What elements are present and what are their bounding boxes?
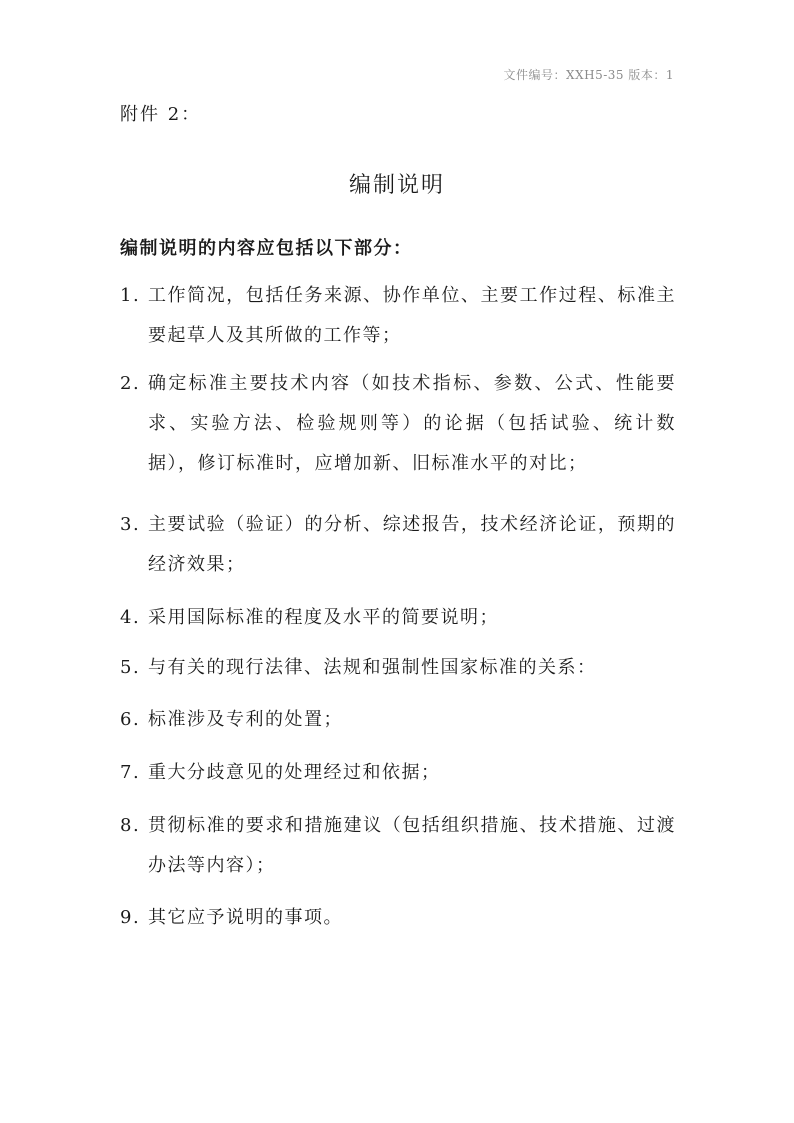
list-item-text: 标准涉及专利的处置；	[148, 709, 343, 730]
list-item-text: 工作简况，包括任务来源、协作单位、主要工作过程、标准主要起草人及其所做的工作等；	[148, 285, 676, 346]
list-item-number: 9.	[120, 907, 141, 928]
list-item	[120, 505, 676, 585]
list-item-text: 采用国际标准的程度及水平的简要说明；	[148, 607, 499, 628]
list-item	[120, 276, 676, 356]
list-item	[120, 806, 676, 886]
list-item	[120, 648, 676, 688]
list-item-number: 2.	[120, 373, 141, 394]
list-item-text: 重大分歧意见的处理经过和依据；	[148, 762, 441, 783]
intro-heading: 编制说明的内容应包括以下部分：	[120, 238, 413, 259]
list-item	[120, 364, 676, 484]
list-item-number: 5.	[120, 657, 141, 678]
list-item-number: 8.	[120, 815, 141, 836]
document-id: 文件编号：XXH5-35 版本：1	[503, 68, 674, 82]
list-item-number: 1.	[120, 285, 141, 306]
page-title: 编制说明	[348, 173, 445, 198]
list-item-text: 其它应予说明的事项。	[148, 907, 343, 928]
list-item-text: 主要试验（验证）的分析、综述报告，技术经济论证，预期的经济效果；	[148, 514, 676, 575]
list-item	[120, 598, 676, 638]
list-item-number: 6.	[120, 709, 141, 730]
list-item-text: 确定标准主要技术内容（如技术指标、参数、公式、性能要求、实验方法、检验规则等）的论据（包括试验、统计数据），修订标准时，应增加新、旧标准水平的对比；	[148, 373, 676, 474]
list-item-text: 贯彻标准的要求和措施建议（包括组织措施、技术措施、过渡办法等内容）；	[148, 815, 676, 876]
list-item	[120, 898, 676, 938]
list-item-number: 7.	[120, 762, 141, 783]
list-item	[120, 753, 676, 793]
list-item	[120, 700, 676, 740]
list-item-number: 4.	[120, 607, 141, 628]
list-item-text: 与有关的现行法律、法规和强制性国家标准的关系：	[148, 657, 597, 678]
attachment-label: 附件 2：	[120, 104, 202, 125]
list-item-number: 3.	[120, 514, 141, 535]
